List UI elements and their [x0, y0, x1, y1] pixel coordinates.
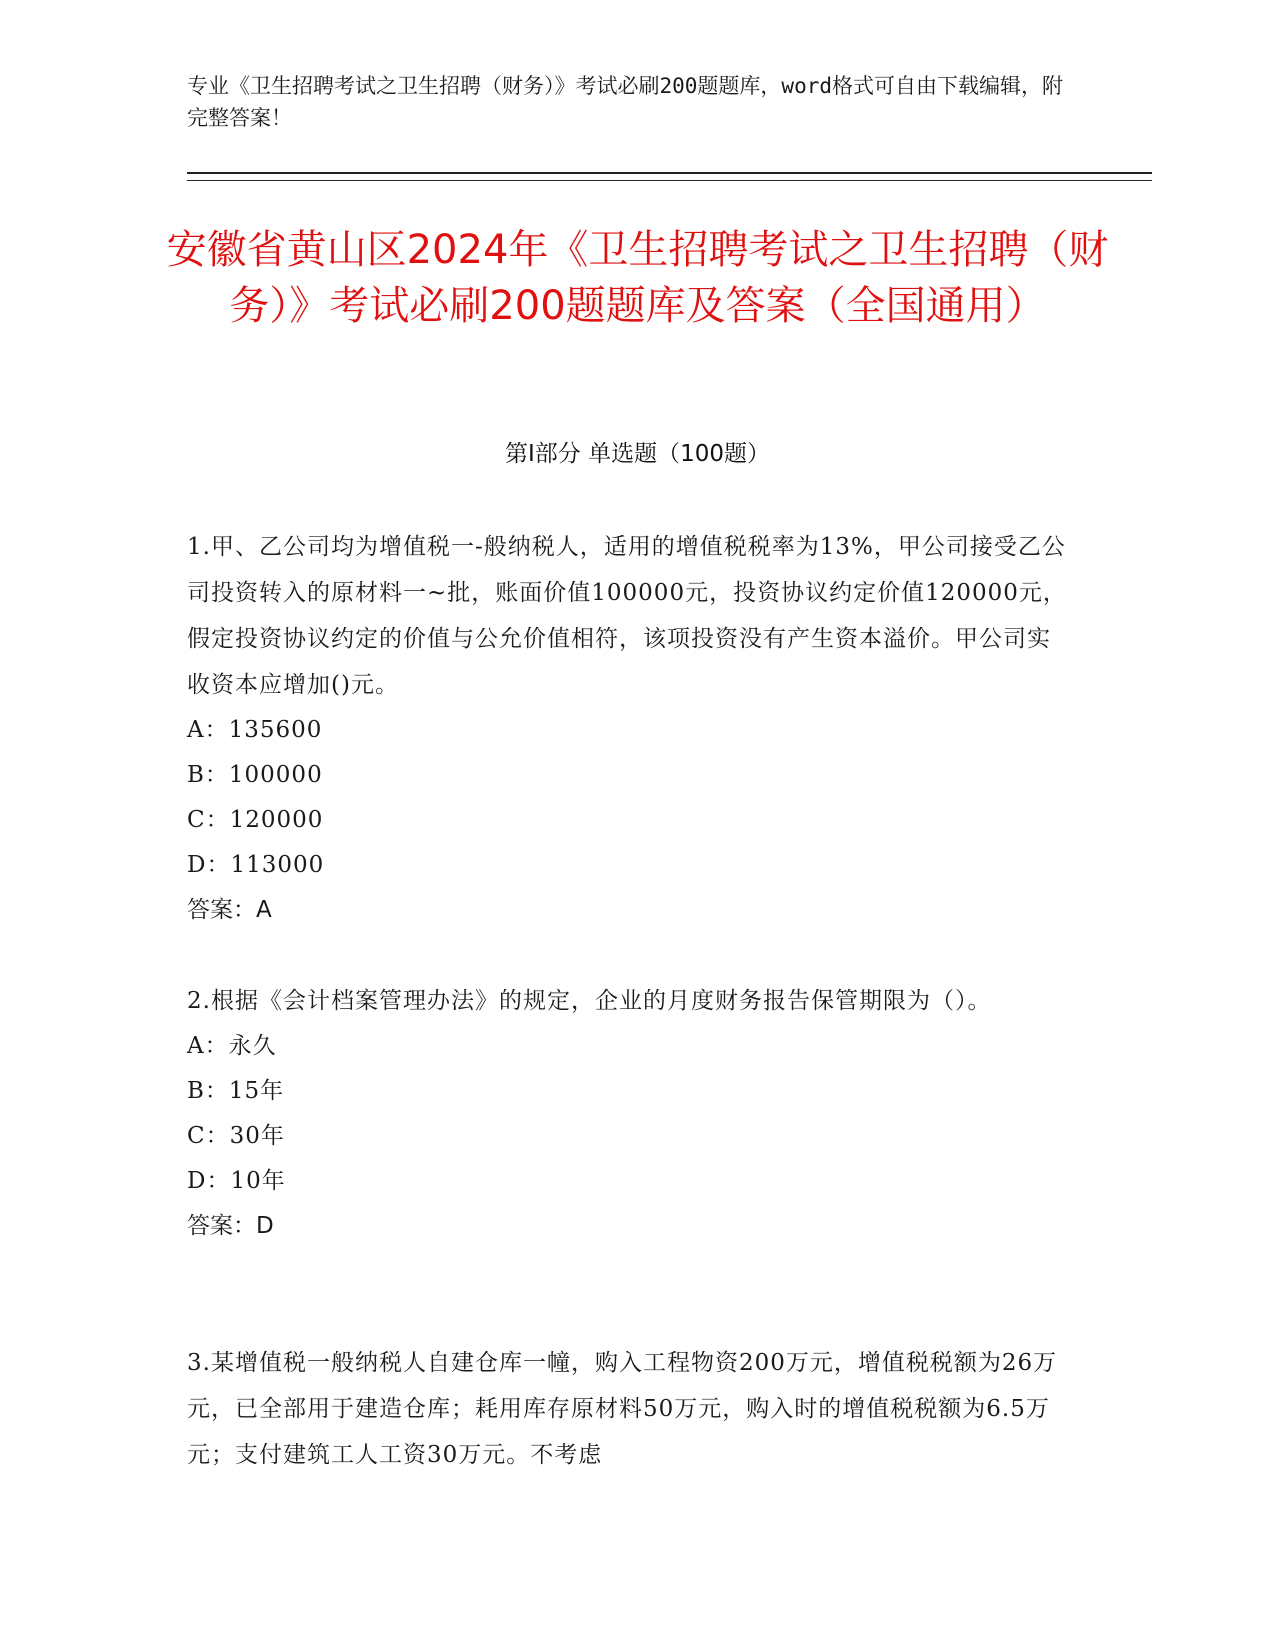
section-title: 第Ⅰ部分 单选题（100题） [505, 441, 770, 467]
option-a: A：永久 [187, 1033, 277, 1059]
option-a: A：135600 [187, 717, 323, 743]
question-2 [187, 978, 1067, 1249]
option-d: D：113000 [187, 852, 325, 878]
option-c: C：30年 [187, 1123, 285, 1149]
option-c: C：120000 [187, 807, 324, 833]
header-rule-thin [187, 180, 1152, 181]
document-title: 安徽省黄山区2024年《卫生招聘考试之卫生招聘（财务）》考试必刷200题题库及答案（全国通用） [166, 227, 1109, 329]
question-text: 1.甲、乙公司均为增值税一-般纳税人，适用的增值税税率为13%，甲公司接受乙公司投资转入的原材料一~批，账面价值100000元，投资协议约定价值120000元，假定投资协议约定的价值与公允价值相符，该项投资没有产生资本溢价。甲公司实收资本应增加()元。 [187, 534, 1067, 698]
question-text: 3.某增值税一般纳税人自建仓库一幢，购入工程物资200万元，增值税税额为26万元，已全部用于建造仓库；耗用库存原材料50万元，购入时的增值税税额为6.5万元；支付建筑工人工资30万元。不考虑 [187, 1350, 1058, 1468]
question-3 [187, 1340, 1067, 1478]
question-1 [187, 524, 1067, 933]
answer: 答案：A [187, 897, 272, 923]
option-d: D：10年 [187, 1168, 286, 1194]
option-b: B：100000 [187, 762, 323, 788]
answer: 答案：D [187, 1213, 274, 1239]
option-b: B：15年 [187, 1078, 285, 1104]
question-text: 2.根据《会计档案管理办法》的规定，企业的月度财务报告保管期限为（）。 [187, 988, 992, 1014]
header-rule-thick [187, 172, 1152, 174]
header-note: 专业《卫生招聘考试之卫生招聘（财务）》考试必刷200题题库，word格式可自由下载编辑，附完整答案！ [187, 74, 1063, 130]
